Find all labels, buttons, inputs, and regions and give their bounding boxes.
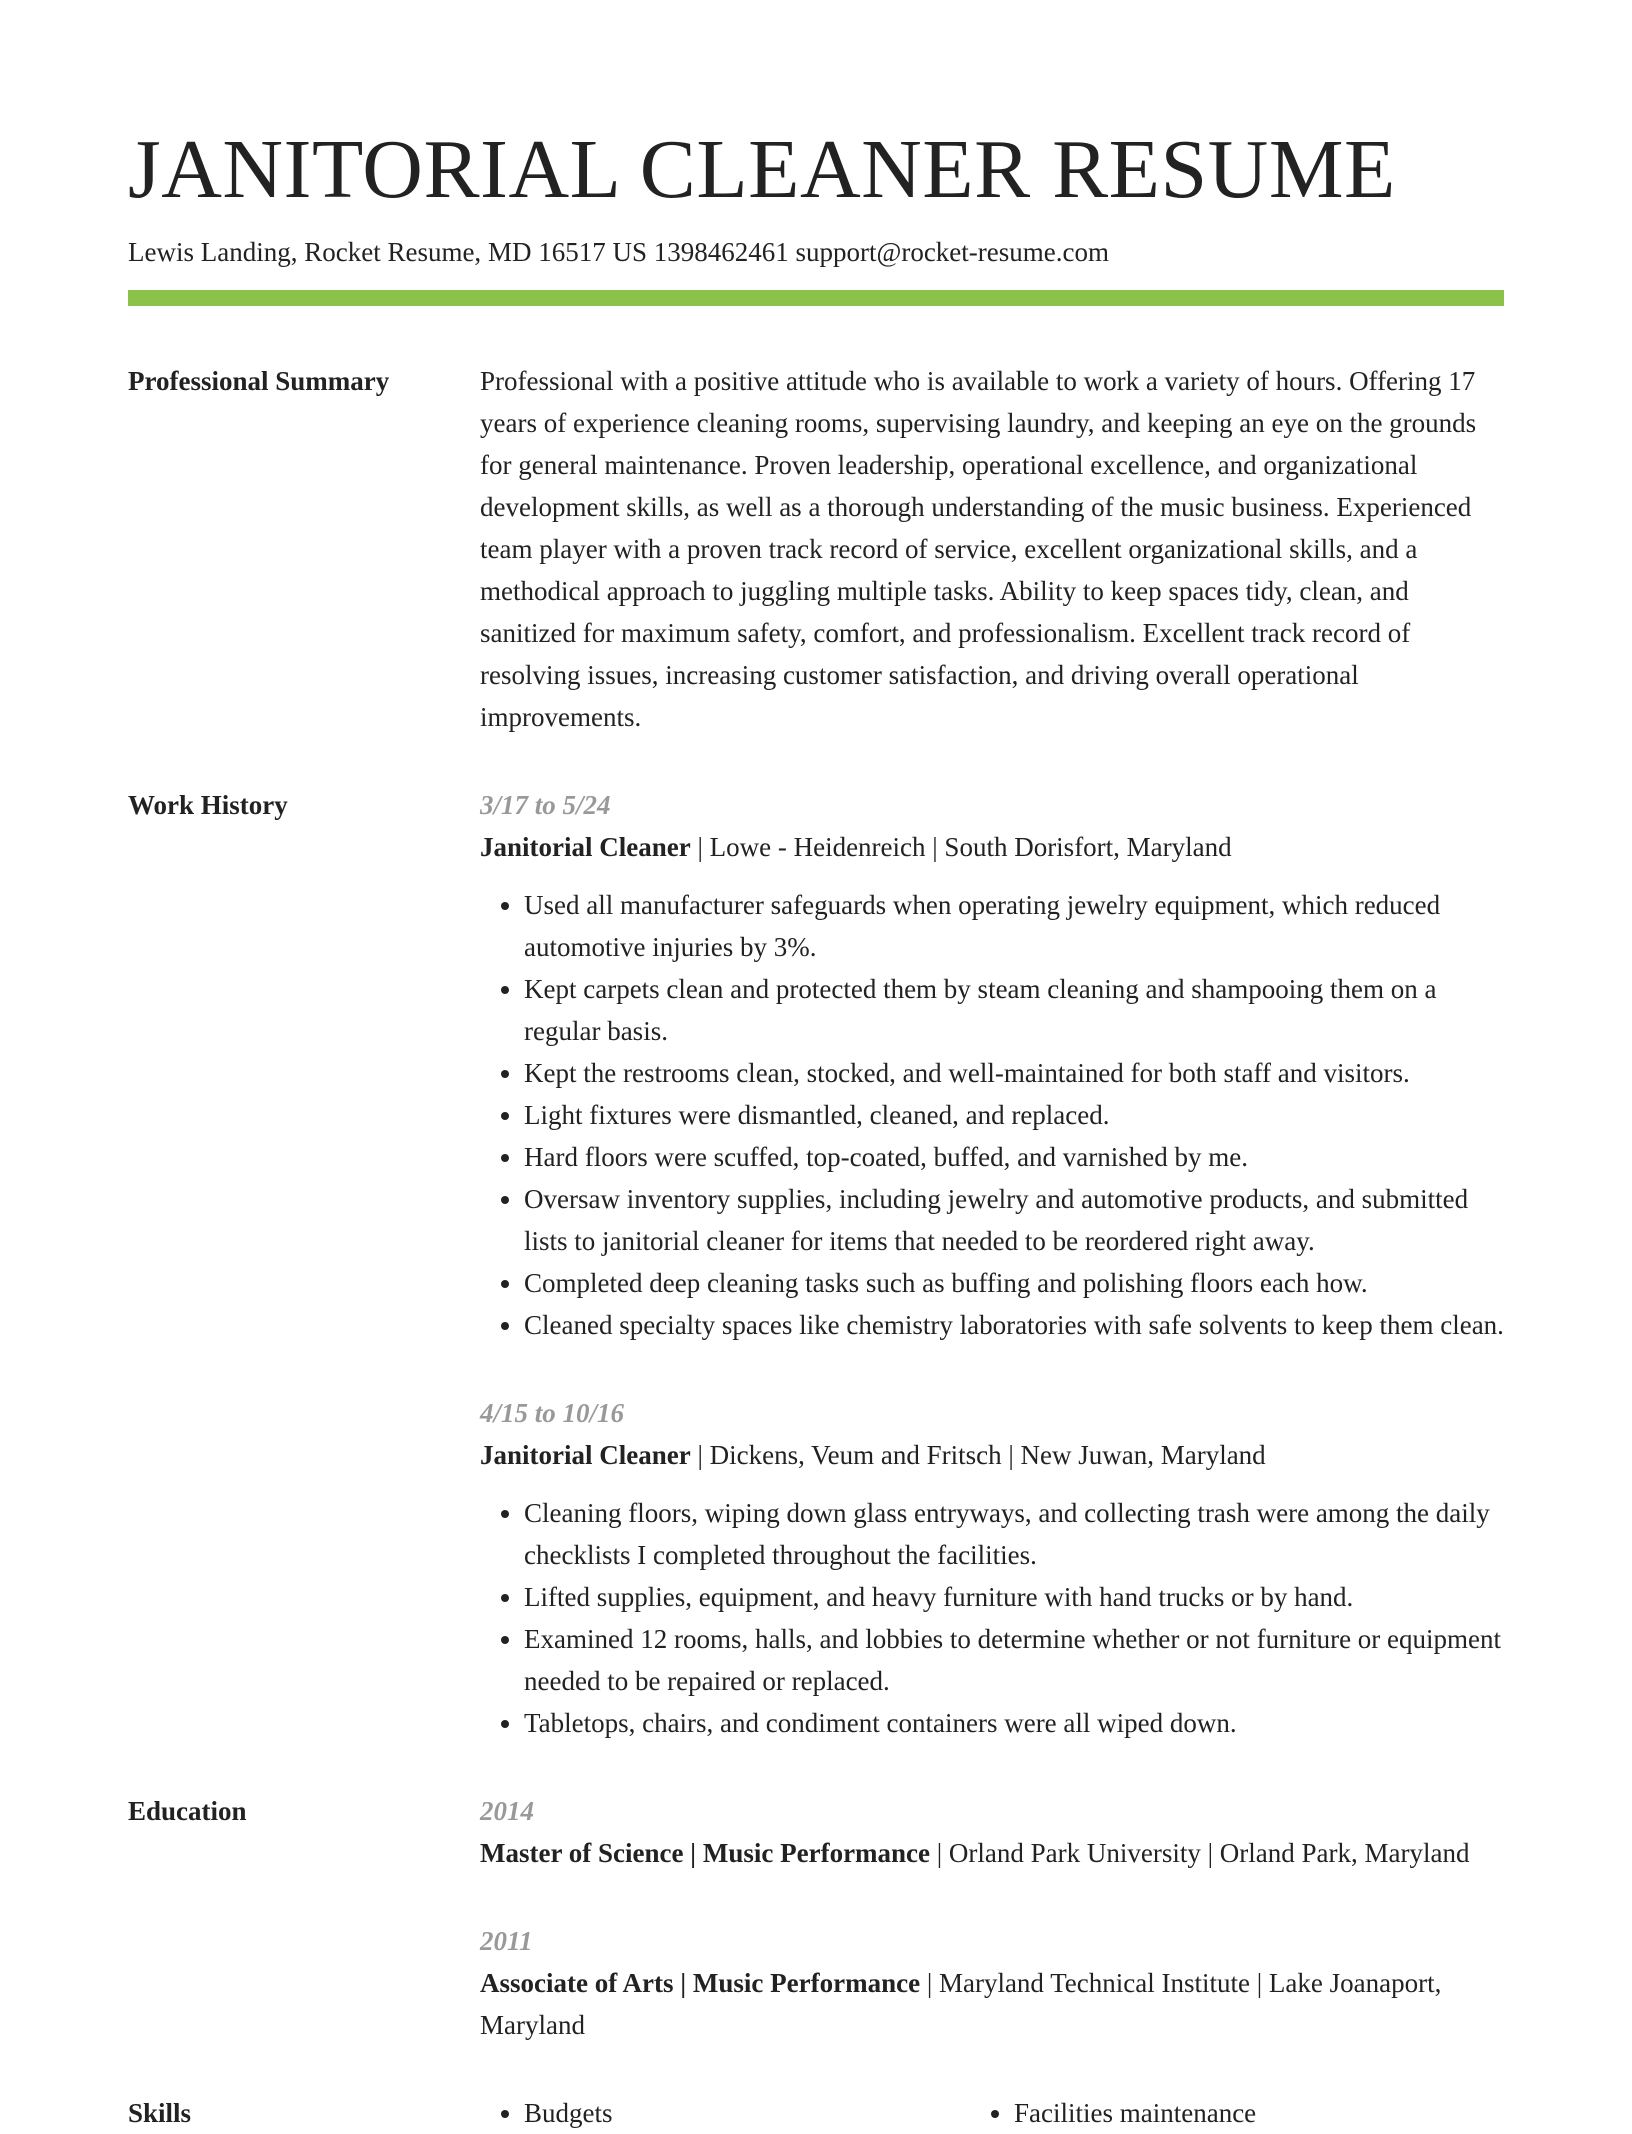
list-item: • Cleaning floors, wiping down glass entryways, and collecting trash were among the daily checklists I completed throughout the facilities. [524, 1492, 1504, 1576]
list-item: • Lifted supplies, equipment, and heavy furniture with hand trucks or by hand. [524, 1576, 1504, 1618]
list-item: • Examined 12 rooms, halls, and lobbies to determine whether or not furniture or equipment needed to be repaired or replaced. [524, 1618, 1504, 1702]
list-item: • Budgets [524, 2092, 1014, 2134]
job-duties [480, 1492, 1504, 1744]
job-title: Janitorial Cleaner [480, 832, 691, 862]
skills-list [480, 2092, 1504, 2134]
list-item: • Hard floors were scuffed, top-coated, buffed, and varnished by me. [524, 1136, 1504, 1178]
contact-region: MD 16517 US [487, 237, 647, 267]
list-item: • Tabletops, chairs, and condiment containers were all wiped down. [524, 1702, 1504, 1744]
work-history-section [128, 784, 1504, 1744]
summary-label: Professional Summary [128, 366, 390, 396]
skills-section [128, 2092, 1504, 2134]
contact-email: support@rocket-resume.com [795, 237, 1109, 267]
education-year: 2014 [480, 1796, 534, 1826]
list-item: • Light fixtures were dismantled, cleaned, and replaced. [524, 1094, 1504, 1136]
contact-phone: 1398462461 [653, 237, 789, 267]
job-title: Janitorial Cleaner [480, 1440, 691, 1470]
job-dates: 3/17 to 5/24 [480, 790, 611, 820]
list-item: • Completed deep cleaning tasks such as buffing and polishing floors each how. [524, 1262, 1504, 1304]
work-history-body [480, 784, 1504, 1744]
summary-text: Professional with a positive attitude who is available to work a variety of hours. Offering 17 years of experience cleaning rooms, supervising laundry, and keeping an eye on the grounds for general maintenance. Proven leadership, operational excellence, and organizational development skills, as well as a thorough understanding of the music business. Experienced team player with a proven track record of service, excellent organizational skills, and a methodical approach to juggling multiple tasks. Ability to keep spaces tidy, clean, and sanitized for maximum safety, comfort, and professionalism. Excellent track record of resolving issues, increasing customer satisfaction, and driving overall operational improvements. [480, 366, 1477, 732]
job-header [480, 826, 1504, 868]
job-header [480, 1434, 1504, 1476]
school-location: | Maryland Technical Institute | Lake Joanaport, Maryland [480, 1968, 1442, 2040]
job-entry [480, 784, 1504, 1346]
education-entry [480, 1920, 1504, 2046]
school-location: | Orland Park University | Orland Park, Maryland [930, 1838, 1470, 1868]
list-item: • Facilities maintenance [1014, 2092, 1504, 2134]
work-history-label: Work History [128, 790, 288, 820]
job-dates: 4/15 to 10/16 [480, 1398, 625, 1428]
resume-page [128, 120, 1504, 2134]
education-header [480, 1962, 1504, 2046]
job-employer-location: | Dickens, Veum and Fritsch | New Juwan, Maryland [690, 1440, 1266, 1470]
education-year: 2011 [480, 1926, 533, 1956]
education-label: Education [128, 1796, 247, 1826]
summary-body [480, 360, 1504, 738]
job-duties [480, 884, 1504, 1346]
education-header [480, 1832, 1504, 1874]
contact-city: Rocket Resume, [304, 237, 482, 267]
contact-street: Lewis Landing, [128, 237, 298, 267]
education-body [480, 1790, 1504, 2046]
header-divider [128, 290, 1504, 306]
list-item: • Cleaned specialty spaces like chemistry laboratories with safe solvents to keep them clean. [524, 1304, 1504, 1346]
resume-title: JANITORIAL CLEANER RESUME [128, 123, 1396, 216]
skills-label: Skills [128, 2098, 192, 2128]
list-item: • Kept carpets clean and protected them by steam cleaning and shampooing them on a regular basis. [524, 968, 1504, 1052]
education-entry [480, 1790, 1504, 1874]
degree-title: Master of Science | Music Performance [480, 1838, 931, 1868]
contact-line [128, 234, 1504, 270]
summary-section [128, 360, 1504, 738]
job-employer-location: | Lowe - Heidenreich | South Dorisfort, Maryland [690, 832, 1232, 862]
job-entry [480, 1392, 1504, 1744]
degree-title: Associate of Arts | Music Performance [480, 1968, 921, 1998]
list-item: • Kept the restrooms clean, stocked, and well-maintained for both staff and visitors. [524, 1052, 1504, 1094]
skills-body [480, 2092, 1504, 2134]
education-section [128, 1790, 1504, 2046]
list-item: • Used all manufacturer safeguards when operating jewelry equipment, which reduced automotive injuries by 3%. [524, 884, 1504, 968]
list-item: • Oversaw inventory supplies, including jewelry and automotive products, and submitted lists to janitorial cleaner for items that needed to be reordered right away. [524, 1178, 1504, 1262]
